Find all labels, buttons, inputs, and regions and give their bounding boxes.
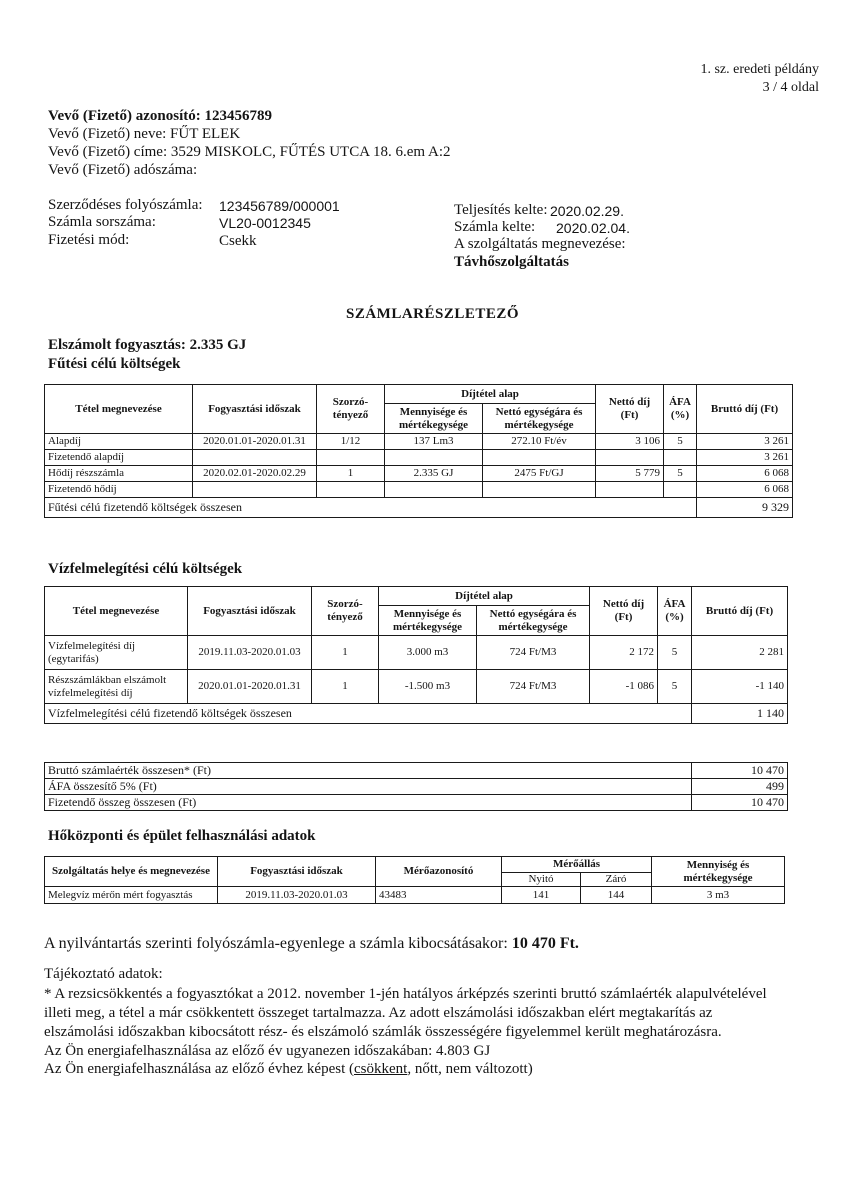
balance-text: A nyilvántartás szerinti folyószámla-egyenlege a számla kibocsátásakor: xyxy=(44,935,508,952)
header-vat: ÁFA (%) xyxy=(664,385,697,434)
cell-net: 3 106 xyxy=(596,434,664,450)
header-multiplier: Szorzó-tényező xyxy=(317,385,385,434)
cell-item: Fizetendő alapdíj xyxy=(45,450,193,466)
header-meter-reading: Mérőállás xyxy=(502,857,652,873)
table-row xyxy=(45,887,785,904)
summary-vat-value: 499 xyxy=(692,779,788,795)
invoice-number-value: VL20-0012345 xyxy=(219,215,311,231)
cell-gross: 3 261 xyxy=(697,450,793,466)
cell-multiplier: 1 xyxy=(312,636,379,670)
cell-multiplier: 1/12 xyxy=(317,434,385,450)
cell-vat: 5 xyxy=(664,434,697,450)
info-title: Tájékoztató adatok: xyxy=(44,966,163,982)
page-title: SZÁMLARÉSZLETEZŐ xyxy=(346,306,520,322)
fulfillment-date-label: Teljesítés kelte: xyxy=(454,202,548,218)
header-period: Fogyasztási időszak xyxy=(188,587,312,636)
cell-open: 141 xyxy=(502,887,581,904)
summary-vat-label: ÁFA összesítő 5% (Ft) xyxy=(45,779,692,795)
cell-quantity: 3 m3 xyxy=(652,887,785,904)
cell-period xyxy=(193,450,317,466)
table-row xyxy=(45,482,793,498)
table-row xyxy=(45,670,788,704)
header-close: Záró xyxy=(581,873,652,887)
account-label: Szerződéses folyószámla: xyxy=(48,197,203,213)
cell-gross: 3 261 xyxy=(697,434,793,450)
cell-unit-price xyxy=(483,450,596,466)
header-period: Fogyasztási időszak xyxy=(218,857,376,887)
cell-unit-price: 272.10 Ft/év xyxy=(483,434,596,450)
cell-period: 2020.02.01-2020.02.29 xyxy=(193,466,317,482)
cell-item-line2: vízfelmelegítési díj xyxy=(48,686,133,699)
cell-period: 2020.01.01-2020.01.31 xyxy=(193,434,317,450)
heating-total-value: 9 329 xyxy=(697,498,793,518)
cell-unit-price: 724 Ft/M3 xyxy=(477,670,590,704)
invoice-date-value: 2020.02.04. xyxy=(556,220,630,236)
cell-multiplier: 1 xyxy=(317,466,385,482)
cell-item: Fizetendő hődíj xyxy=(45,482,193,498)
cell-unit-price xyxy=(483,482,596,498)
cell-net: -1 086 xyxy=(590,670,658,704)
payment-method-label: Fizetési mód: xyxy=(48,232,130,248)
center-table xyxy=(44,856,785,904)
header-open: Nyitó xyxy=(502,873,581,887)
cell-gross: 2 281 xyxy=(692,636,788,670)
invoice-date-label: Számla kelte: xyxy=(454,219,536,235)
cell-vat: 5 xyxy=(664,466,697,482)
cell-unit-price: 2475 Ft/GJ xyxy=(483,466,596,482)
center-section-title: Hőközponti és épület felhasználási adatok xyxy=(48,828,316,844)
fulfillment-date-value: 2020.02.29. xyxy=(550,203,624,219)
cell-quantity xyxy=(385,450,483,466)
info-line-5 xyxy=(44,1061,533,1078)
cell-net: 2 172 xyxy=(590,636,658,670)
header-tariff-base: Díjtétel alap xyxy=(379,587,590,606)
balance-value: 10 470 Ft. xyxy=(511,935,579,952)
cell-net xyxy=(596,482,664,498)
header-meter-id: Mérőazonosító xyxy=(376,857,502,887)
table-row xyxy=(45,434,793,450)
summary-row xyxy=(45,763,788,779)
water-total-label: Vízfelmelegítési célú fizetendő költségek összesen xyxy=(45,704,692,724)
service-value: Távhőszolgáltatás xyxy=(454,254,570,270)
table-row xyxy=(45,636,788,670)
summary-row xyxy=(45,779,788,795)
cell-item: Hődíj részszámla xyxy=(45,466,193,482)
water-section-title: Vízfelmelegítési célú költségek xyxy=(48,561,243,577)
cell-period: 2019.11.03-2020.01.03 xyxy=(188,636,312,670)
cell-vat xyxy=(664,450,697,466)
cell-quantity: -1.500 m3 xyxy=(379,670,477,704)
buyer-tax-number: Vevő (Fizető) adószáma: xyxy=(48,162,198,178)
header-multiplier: Szorzó-tényező xyxy=(312,587,379,636)
cell-multiplier: 1 xyxy=(312,670,379,704)
cell-gross: 6 068 xyxy=(697,482,793,498)
cell-period: 2020.01.01-2020.01.31 xyxy=(188,670,312,704)
cell-place: Melegvíz mérőn mért fogyasztás xyxy=(45,887,218,904)
header-tariff-base: Díjtétel alap xyxy=(385,385,596,404)
info-line-5-underlined: csökkent xyxy=(353,1061,408,1077)
header-item: Tétel megnevezése xyxy=(45,587,188,636)
cell-net xyxy=(596,450,664,466)
heating-section-title: Fűtési célú költségek xyxy=(48,356,181,372)
info-line-3: elszámolási időszakban kibocsátott rész- és elszámoló számlák összességére figyelemmel került meghatározásra. xyxy=(44,1024,722,1040)
cell-period xyxy=(193,482,317,498)
header-quantity: Mennyiség és mértékegysége xyxy=(652,857,785,887)
buyer-id: Vevő (Fizető) azonosító: 123456789 xyxy=(48,108,272,124)
header-gross: Bruttó díj (Ft) xyxy=(692,587,788,636)
header-quantity: Mennyisége és mértékegysége xyxy=(385,404,483,434)
heating-table xyxy=(44,384,793,518)
info-line-4: Az Ön energiafelhasználása az előző év ugyanezen időszakában: 4.803 GJ xyxy=(44,1043,491,1059)
header-unit-price: Nettó egységára és mértékegysége xyxy=(483,404,596,434)
invoice-number-label: Számla sorszáma: xyxy=(48,214,156,230)
cell-net: 5 779 xyxy=(596,466,664,482)
summary-row xyxy=(45,795,788,811)
summary-payable-label: Fizetendő összeg összesen (Ft) xyxy=(45,795,692,811)
cell-close: 144 xyxy=(581,887,652,904)
total-row xyxy=(45,704,788,724)
payment-method-value: Csekk xyxy=(219,233,257,249)
header-place: Szolgáltatás helye és megnevezése xyxy=(45,857,218,887)
cell-unit-price: 724 Ft/M3 xyxy=(477,636,590,670)
info-line-2: illeti meg, a tétel a már csökkentett összeget tartalmazza. Az adott elszámolási időszakban elért megtakarítás az xyxy=(44,1005,713,1021)
header-item: Tétel megnevezése xyxy=(45,385,193,434)
header-unit-price: Nettó egységára és mértékegysége xyxy=(477,606,590,636)
cell-vat: 5 xyxy=(658,636,692,670)
cell-item-line2: (egytarifás) xyxy=(48,652,99,665)
cell-quantity: 137 Lm3 xyxy=(385,434,483,450)
cell-gross: 6 068 xyxy=(697,466,793,482)
water-total-value: 1 140 xyxy=(692,704,788,724)
info-line-5-pre: Az Ön energiafelhasználása az előző évhez képest ( xyxy=(44,1061,354,1077)
cell-item-line1: Részszámlákban elszámolt xyxy=(48,673,167,686)
header-net: Nettó díj (Ft) xyxy=(590,587,658,636)
summary-gross-label: Bruttó számlaérték összesen* (Ft) xyxy=(45,763,692,779)
service-label: A szolgáltatás megnevezése: xyxy=(454,236,626,252)
cell-item-line1: Vízfelmelegítési díj xyxy=(48,639,136,652)
account-value: 123456789/000001 xyxy=(219,198,340,214)
cell-quantity: 2.335 GJ xyxy=(385,466,483,482)
summary-table xyxy=(44,762,788,811)
info-line-1: * A rezsicsökkentés a fogyasztókat a 2012. november 1-jén hatályos árképzés szerinti bruttó számlaérték alapulvételével xyxy=(44,986,767,1002)
cell-vat: 5 xyxy=(658,670,692,704)
summary-payable-value: 10 470 xyxy=(692,795,788,811)
cell-quantity: 3.000 m3 xyxy=(379,636,477,670)
cell-multiplier xyxy=(317,482,385,498)
info-line-5-post: , nőtt, nem változott) xyxy=(407,1061,533,1077)
copy-label: 1. sz. eredeti példány xyxy=(700,62,819,77)
buyer-name: Vevő (Fizető) neve: FŰT ELEK xyxy=(48,126,241,142)
header-quantity: Mennyisége és mértékegysége xyxy=(379,606,477,636)
cell-multiplier xyxy=(317,450,385,466)
consumption-label: Elszámolt fogyasztás: 2.335 GJ xyxy=(48,337,247,353)
balance-line xyxy=(44,935,579,953)
summary-gross-value: 10 470 xyxy=(692,763,788,779)
cell-meter-id: 43483 xyxy=(376,887,502,904)
header-net: Nettó díj (Ft) xyxy=(596,385,664,434)
header-gross: Bruttó díj (Ft) xyxy=(697,385,793,434)
cell-period: 2019.11.03-2020.01.03 xyxy=(218,887,376,904)
header-period: Fogyasztási időszak xyxy=(193,385,317,434)
heating-total-label: Fűtési célú fizetendő költségek összesen xyxy=(45,498,697,518)
cell-gross: -1 140 xyxy=(692,670,788,704)
buyer-address: Vevő (Fizető) címe: 3529 MISKOLC, FŰTÉS UTCA 18. 6.em A:2 xyxy=(48,144,451,160)
total-row xyxy=(45,498,793,518)
water-table xyxy=(44,586,788,724)
cell-vat xyxy=(664,482,697,498)
cell-item: Alapdíj xyxy=(45,434,193,450)
header-vat: ÁFA (%) xyxy=(658,587,692,636)
table-row xyxy=(45,450,793,466)
cell-quantity xyxy=(385,482,483,498)
page-number: 3 / 4 oldal xyxy=(762,80,819,95)
table-row xyxy=(45,466,793,482)
